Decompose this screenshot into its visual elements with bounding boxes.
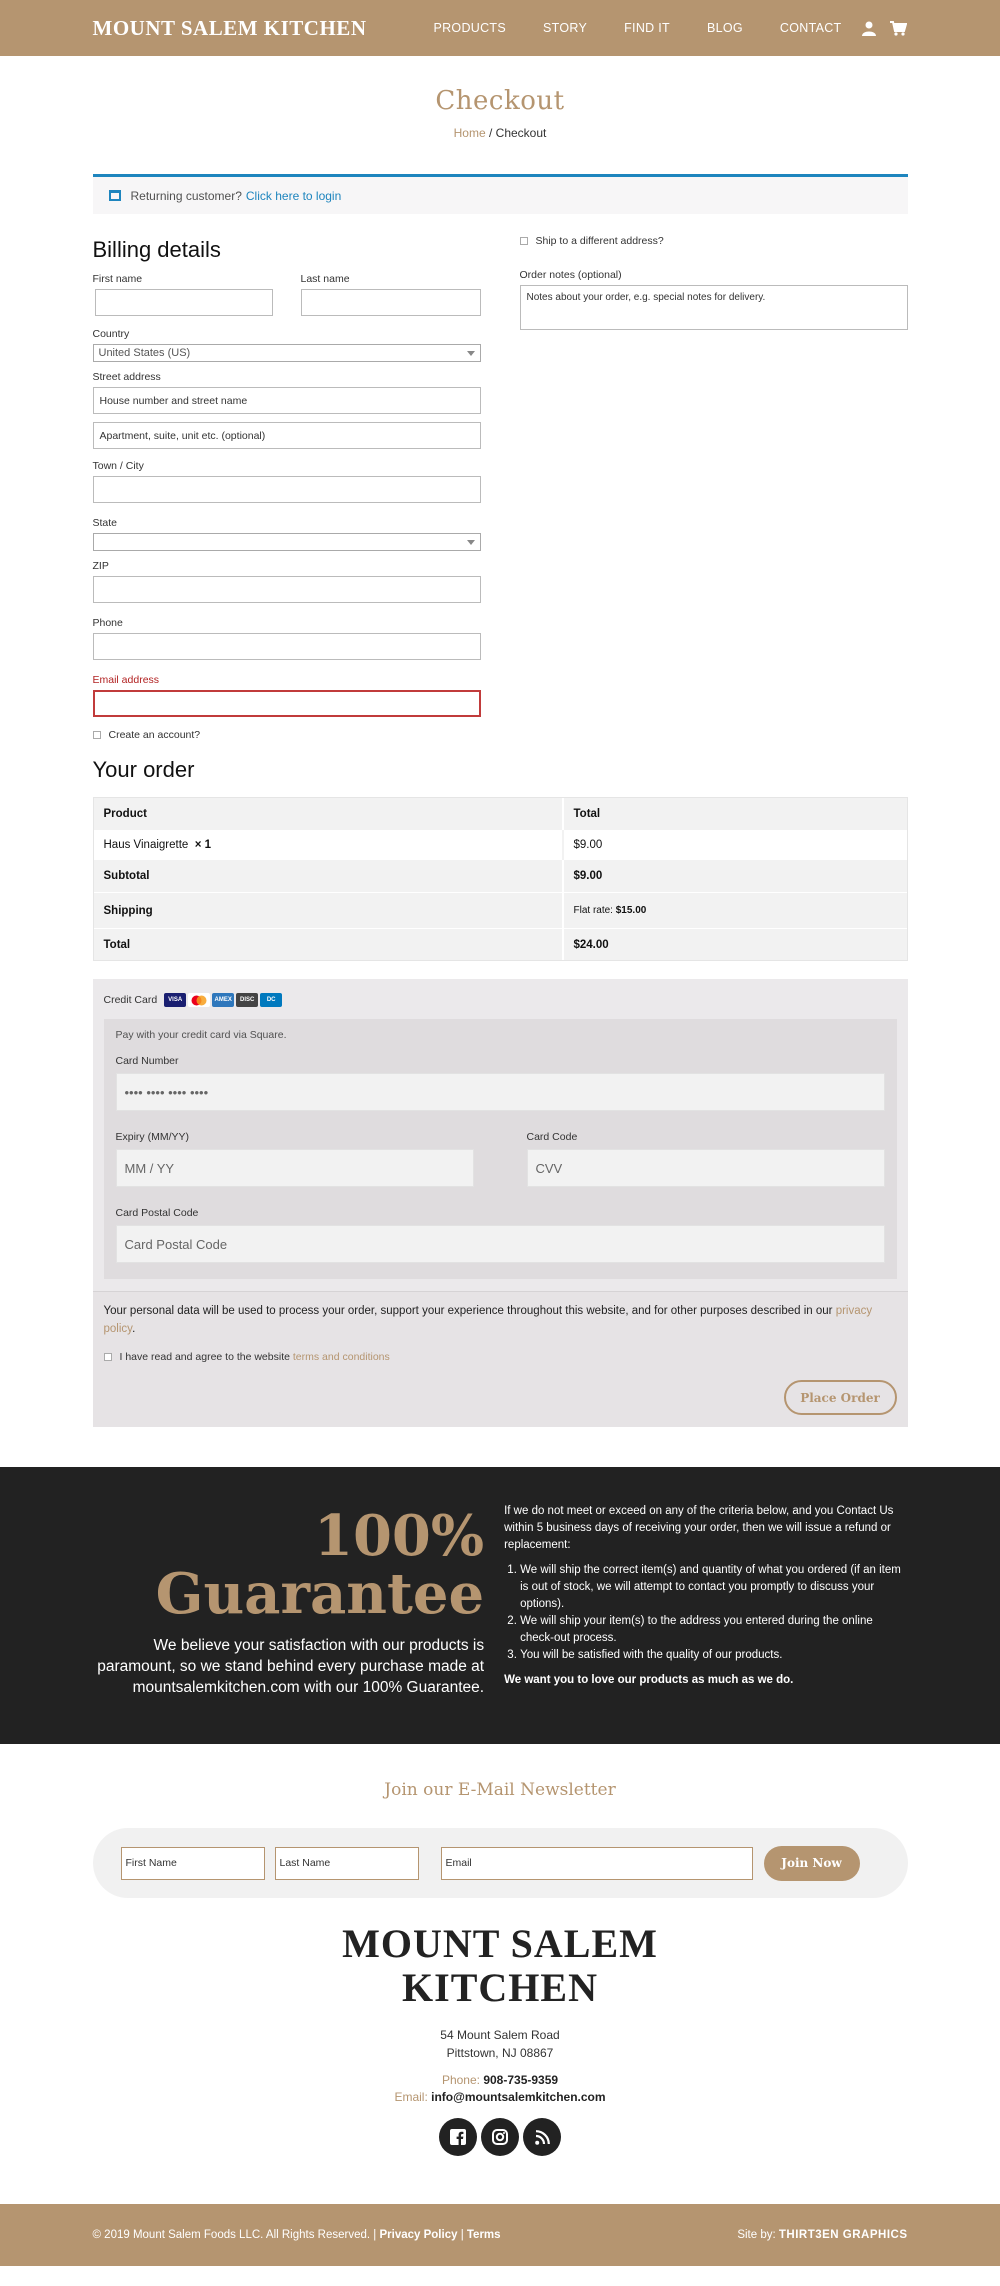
create-account-checkbox[interactable]: [93, 731, 101, 739]
expiry-placeholder: MM / YY: [124, 1160, 175, 1176]
account-icon[interactable]: [860, 19, 878, 37]
city-label: Town / City: [92, 460, 144, 472]
shipping-row: [94, 892, 907, 928]
street2-placeholder: Apartment, suite, unit etc. (optional): [99, 429, 266, 442]
site-by-label: Site by:: [737, 2229, 776, 2241]
card-number-label: Card Number: [115, 1055, 179, 1067]
discover-icon: DISC: [236, 993, 258, 1007]
nav-blog[interactable]: BLOG: [706, 21, 743, 35]
terms-option: [104, 1348, 897, 1366]
privacy-link[interactable]: privacy policy: [103, 1305, 873, 1335]
street1-placeholder: House number and street name: [99, 394, 248, 407]
agency-logo[interactable]: THIRT3EN GRAPHICS: [778, 2229, 908, 2241]
login-link[interactable]: Click here to login: [245, 188, 342, 203]
zip-label: ZIP: [92, 560, 109, 572]
guarantee-closing: We want you to love our products as much as we do.: [504, 1674, 794, 1686]
page-title-area: [0, 56, 1000, 140]
table-row: [94, 830, 907, 860]
street-address-1-input[interactable]: [93, 387, 481, 414]
bottom-bar: [0, 2204, 1000, 2266]
shipping-label: Shipping: [94, 893, 564, 928]
instagram-icon[interactable]: [481, 2118, 519, 2156]
last-name-input[interactable]: [301, 289, 481, 316]
payment-section: [93, 979, 908, 1291]
payment-method[interactable]: [104, 993, 897, 1007]
nav-find-it[interactable]: FIND IT: [624, 21, 670, 35]
create-account-label: Create an account?: [108, 729, 201, 741]
guarantee-list: [520, 1562, 907, 1664]
phone-label: Phone: [92, 617, 123, 629]
order-notes-placeholder: Notes about your order, e.g. special notes for delivery.: [526, 292, 766, 303]
ship-different-checkbox[interactable]: [520, 237, 528, 245]
terms-link[interactable]: terms and conditions: [292, 1351, 390, 1363]
country-value: United States (US): [98, 347, 191, 359]
nav-products[interactable]: PRODUCTS: [433, 21, 506, 35]
item-name: Haus Vinaigrette: [103, 839, 189, 851]
privacy-text: Your personal data will be used to process your order, support your experience throughout this website, and for other purposes described in our: [103, 1305, 833, 1317]
breadcrumb: [0, 126, 1000, 140]
guarantee-subtitle: We believe your satisfaction with our products is paramount, so we stand behind every purchase made at mountsalemkitchen.com with our 100% Guarantee.: [97, 1637, 485, 1696]
payment-description: Pay with your credit card via Square.: [115, 1029, 287, 1041]
breadcrumb-separator: /: [485, 126, 496, 140]
email-input[interactable]: [93, 690, 481, 717]
terms-checkbox[interactable]: [104, 1353, 112, 1361]
subtotal-row: [94, 860, 907, 892]
site-header: [0, 0, 1000, 56]
card-code-placeholder: CVV: [535, 1160, 563, 1176]
newsletter-title: Join our E-Mail Newsletter: [384, 1780, 616, 1800]
nav-story[interactable]: STORY: [543, 21, 588, 35]
city-input[interactable]: [93, 476, 481, 503]
subtotal-value: $9.00: [573, 870, 603, 882]
join-now-button[interactable]: Join Now: [764, 1846, 860, 1881]
facebook-icon[interactable]: [439, 2118, 477, 2156]
table-header: [94, 798, 907, 830]
zip-input[interactable]: [93, 576, 481, 603]
ship-different-label: Ship to a different address?: [535, 235, 664, 247]
col-product: Product: [94, 798, 564, 830]
billing-form: [92, 237, 481, 741]
shipping-value: $15.00: [615, 905, 647, 916]
place-order-button[interactable]: Place Order: [784, 1380, 897, 1415]
street-address-2-input[interactable]: [93, 422, 481, 449]
list-item: 3. You will be satisfied with the quality of our products.: [520, 1647, 907, 1664]
address-line-1: 54 Mount Salem Road: [440, 2028, 560, 2042]
order-notes-label: Order notes (optional): [519, 269, 622, 281]
returning-customer-notice: [93, 174, 908, 214]
rss-icon[interactable]: [523, 2118, 561, 2156]
postal-placeholder: Card Postal Code: [124, 1236, 228, 1252]
item-total: $9.00: [573, 839, 603, 851]
postal-input[interactable]: [116, 1225, 885, 1263]
state-select[interactable]: [93, 533, 481, 551]
phone-input[interactable]: [93, 633, 481, 660]
guarantee-title: Guarantee: [155, 1561, 485, 1627]
privacy-policy-link[interactable]: Privacy Policy: [379, 2229, 458, 2241]
shipping-method: Flat rate:: [573, 905, 613, 916]
list-item: 2. We will ship your item(s) to the address you entered during the online check-out process.: [520, 1613, 907, 1647]
billing-heading: Billing details: [92, 237, 221, 262]
newsletter-form: [93, 1828, 908, 1898]
notice-text: Returning customer?: [130, 188, 242, 203]
total-value: $24.00: [573, 938, 609, 951]
phone-number[interactable]: 908-735-9359: [483, 2073, 559, 2087]
payment-method-label: Credit Card: [103, 994, 158, 1006]
order-notes-textarea[interactable]: [520, 285, 908, 330]
card-code-input[interactable]: [527, 1149, 885, 1187]
newsletter-first-placeholder: First Name: [125, 1857, 177, 1869]
cart-icon[interactable]: [890, 19, 908, 37]
email-label: Email address: [92, 674, 160, 686]
country-label: Country: [92, 328, 130, 340]
state-label: State: [92, 517, 118, 529]
copyright: © 2019 Mount Salem Foods LLC. All Rights Reserved. |: [92, 2229, 377, 2241]
subtotal-label: Subtotal: [94, 860, 564, 892]
expiry-label: Expiry (MM/YY): [115, 1131, 189, 1143]
terms-link-footer[interactable]: Terms: [466, 2229, 501, 2241]
first-name-input[interactable]: [95, 289, 273, 316]
ship-different-option: [520, 235, 908, 247]
country-select[interactable]: [93, 344, 481, 362]
footer-logo-line1: MOUNT SALEM: [342, 1921, 658, 1966]
order-heading: Your order: [92, 757, 195, 782]
diners-icon: DC: [260, 993, 282, 1007]
last-name-label: Last name: [300, 273, 350, 285]
list-item: 1. We will ship the correct item(s) and quantity of what you ordered (if an item is out of stock, we will attempt to contact you promptly to discuss your options).: [520, 1562, 907, 1613]
first-name-label: First name: [92, 273, 143, 285]
newsletter-email-placeholder: Email: [445, 1857, 472, 1869]
terms-text: I have read and agree to the website: [119, 1351, 290, 1363]
phone-label: Phone:: [441, 2073, 480, 2087]
newsletter-last-placeholder: Last Name: [279, 1857, 331, 1869]
amex-icon: AMEX: [212, 993, 234, 1007]
chevron-down-icon: [467, 540, 475, 545]
footer-contact: [0, 2072, 1000, 2106]
breadcrumb-current: Checkout: [495, 126, 547, 140]
terms-section: Your personal data will be used to process your order, support your experience throughout this website, and for other purposes described in our privacy policy. I have read and agree to the website terms and conditions Place Order: [93, 1291, 908, 1427]
email-address[interactable]: info@mountsalemkitchen.com: [431, 2090, 606, 2104]
mastercard-icon: [188, 993, 210, 1007]
newsletter-email[interactable]: [441, 1847, 753, 1880]
address-line-2: Pittstown, NJ 08867: [446, 2046, 554, 2060]
footer-address: [0, 2026, 1000, 2062]
footer-logo: [0, 1922, 1000, 2010]
total-row: [94, 928, 907, 960]
chevron-down-icon: [467, 351, 475, 356]
guarantee-section: [0, 1467, 1000, 1744]
footer-separator: |: [460, 2229, 464, 2241]
nav-contact[interactable]: CONTACT: [779, 21, 842, 35]
postal-label: Card Postal Code: [115, 1207, 199, 1219]
visa-icon: VISA: [164, 993, 186, 1007]
create-account-option: [93, 729, 481, 741]
breadcrumb-home[interactable]: Home: [453, 126, 486, 140]
page-title: Checkout: [435, 86, 565, 116]
window-icon: [109, 190, 121, 201]
site-logo[interactable]: MOUNT SALEM KITCHEN: [92, 15, 367, 40]
newsletter-first-name[interactable]: [121, 1847, 265, 1880]
social-links: [0, 2118, 1000, 2156]
main-nav: [396, 19, 907, 37]
footer-logo-line2: KITCHEN: [402, 1965, 598, 2010]
order-table: [93, 797, 908, 961]
email-label: Email:: [394, 2090, 428, 2104]
total-label: Total: [94, 929, 564, 960]
card-form: [104, 1019, 897, 1279]
card-code-label: Card Code: [526, 1131, 578, 1143]
shipping-form: [519, 235, 908, 741]
card-number-placeholder: •••• •••• •••• ••••: [124, 1084, 209, 1100]
expiry-input[interactable]: [116, 1149, 474, 1187]
card-number-input[interactable]: [116, 1073, 885, 1111]
item-qty: × 1: [194, 839, 212, 851]
street-label: Street address: [92, 371, 161, 383]
newsletter-last-name[interactable]: [275, 1847, 419, 1880]
guarantee-percent: 100%: [313, 1503, 485, 1569]
guarantee-intro: If we do not meet or exceed on any of the criteria below, and you Contact Us within 5 business days of receiving your order, then we will issue a refund or replacement:: [504, 1505, 894, 1551]
col-total: Total: [573, 808, 601, 820]
